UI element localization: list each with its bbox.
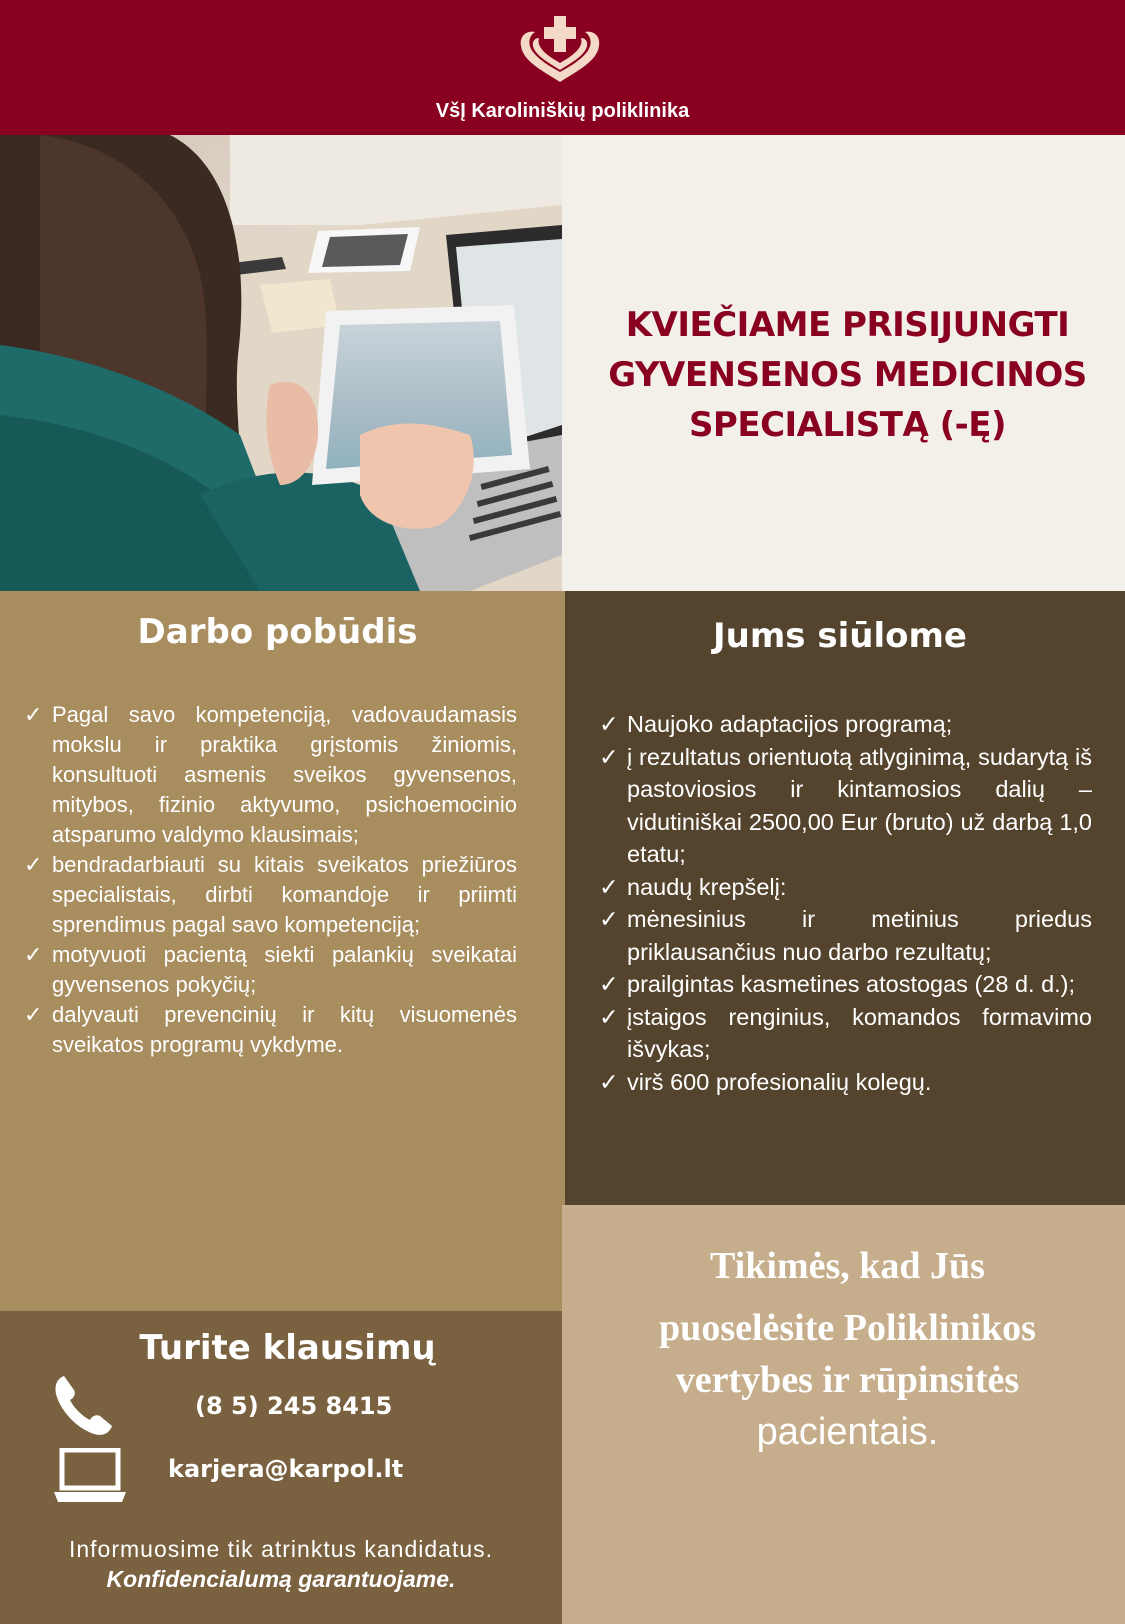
duties-title: Darbo pobūdis bbox=[137, 612, 418, 652]
duties-list bbox=[22, 700, 517, 1060]
check-icon: ✓ bbox=[599, 873, 619, 900]
list-item bbox=[597, 1066, 1092, 1099]
check-icon: ✓ bbox=[599, 743, 619, 770]
closing-line: Tikimės, kad Jūs bbox=[710, 1245, 985, 1287]
closing-line: vertybes ir rūpinsitės bbox=[675, 1359, 1020, 1401]
list-item bbox=[597, 871, 1092, 904]
headline-line: GYVENSENOS MEDICINOS bbox=[608, 355, 1087, 395]
closing-line: puoselėsite Poliklinikos bbox=[659, 1307, 1036, 1349]
list-item-text: motyvuoti pacientą siekti palankių sveikatai gyvensenos pokyčių; bbox=[52, 942, 517, 997]
list-item bbox=[22, 940, 517, 1000]
contact-title: Turite klausimų bbox=[139, 1328, 436, 1368]
list-item-text: Pagal savo kompetenciją, vadovaudamasis mokslu ir praktika grįstomis žiniomis, konsultuoti asmenis sveikos gyvensenos, mitybos, fizinio aktyvumo, psichoemocinio atsparumo valdymo klausimais; bbox=[52, 702, 517, 847]
list-item bbox=[597, 968, 1092, 1001]
list-item-text: dalyvauti prevencinių ir kitų visuomenės sveikatos programų vykdyme. bbox=[52, 1002, 517, 1057]
list-item-text: prailgintas kasmetines atostogas (28 d. d.); bbox=[627, 971, 1076, 997]
offer-list bbox=[597, 708, 1092, 1098]
laptop-icon bbox=[52, 1448, 128, 1504]
check-icon: ✓ bbox=[599, 906, 619, 932]
list-item bbox=[597, 903, 1092, 968]
heart-cross-logo-icon bbox=[515, 14, 605, 86]
check-icon: ✓ bbox=[599, 1003, 619, 1030]
list-item bbox=[22, 1000, 517, 1060]
closing-message bbox=[590, 1240, 1105, 1458]
check-icon: ✓ bbox=[24, 1002, 43, 1027]
check-icon: ✓ bbox=[24, 942, 43, 967]
list-item-text: mėnesinius ir metinius priedus priklausančius nuo darbo rezultatų; bbox=[627, 906, 1092, 965]
job-headline bbox=[590, 300, 1105, 450]
offer-title: Jums siūlome bbox=[713, 616, 967, 656]
list-item-text: bendradarbiauti su kitais sveikatos priežiūros specialistais, dirbti komandoje ir priimti sprendimus pagal savo kompetenciją; bbox=[52, 852, 517, 937]
headline-line: KVIEČIAME PRISIJUNGTI bbox=[625, 305, 1070, 345]
list-item bbox=[22, 700, 517, 850]
list-item-text: naudų krepšelį: bbox=[627, 873, 787, 900]
list-item-text: įstaigos renginius, komandos formavimo išvykas; bbox=[627, 1003, 1092, 1062]
list-item-text: į rezultatus orientuotą atlyginimą, sudarytą iš pastoviosios ir kintamosios dalių – vidutiniškai 2500,00 Eur (bruto) už darbą 1,0 etatu; bbox=[627, 743, 1092, 867]
phone-icon bbox=[50, 1372, 118, 1440]
list-item bbox=[597, 741, 1092, 871]
list-item-text: virš 600 profesionalių kolegų. bbox=[627, 1068, 932, 1095]
check-icon: ✓ bbox=[24, 702, 43, 727]
list-item bbox=[597, 1001, 1092, 1066]
list-item-text: Naujoko adaptacijos programą; bbox=[627, 711, 953, 737]
list-item bbox=[22, 850, 517, 940]
check-icon: ✓ bbox=[599, 971, 619, 997]
confidentiality-note: Konfidencialumą garantuojame. bbox=[106, 1566, 456, 1592]
selection-notice: Informuosime tik atrinktus kandidatus. bbox=[68, 1536, 494, 1562]
woman-using-tablet-photo bbox=[0, 135, 562, 591]
check-icon: ✓ bbox=[599, 1068, 619, 1095]
headline-line: SPECIALISTĄ (-Ę) bbox=[688, 405, 1007, 445]
list-item bbox=[597, 708, 1092, 741]
check-icon: ✓ bbox=[24, 852, 43, 877]
phone-number[interactable]: (8 5) 245 8415 bbox=[195, 1392, 393, 1420]
check-icon: ✓ bbox=[599, 711, 619, 737]
closing-line: pacientais. bbox=[756, 1411, 939, 1453]
brand-name: VšĮ Karoliniškių poliklinika bbox=[435, 100, 690, 122]
email-address[interactable]: karjera@karpol.lt bbox=[168, 1455, 404, 1483]
